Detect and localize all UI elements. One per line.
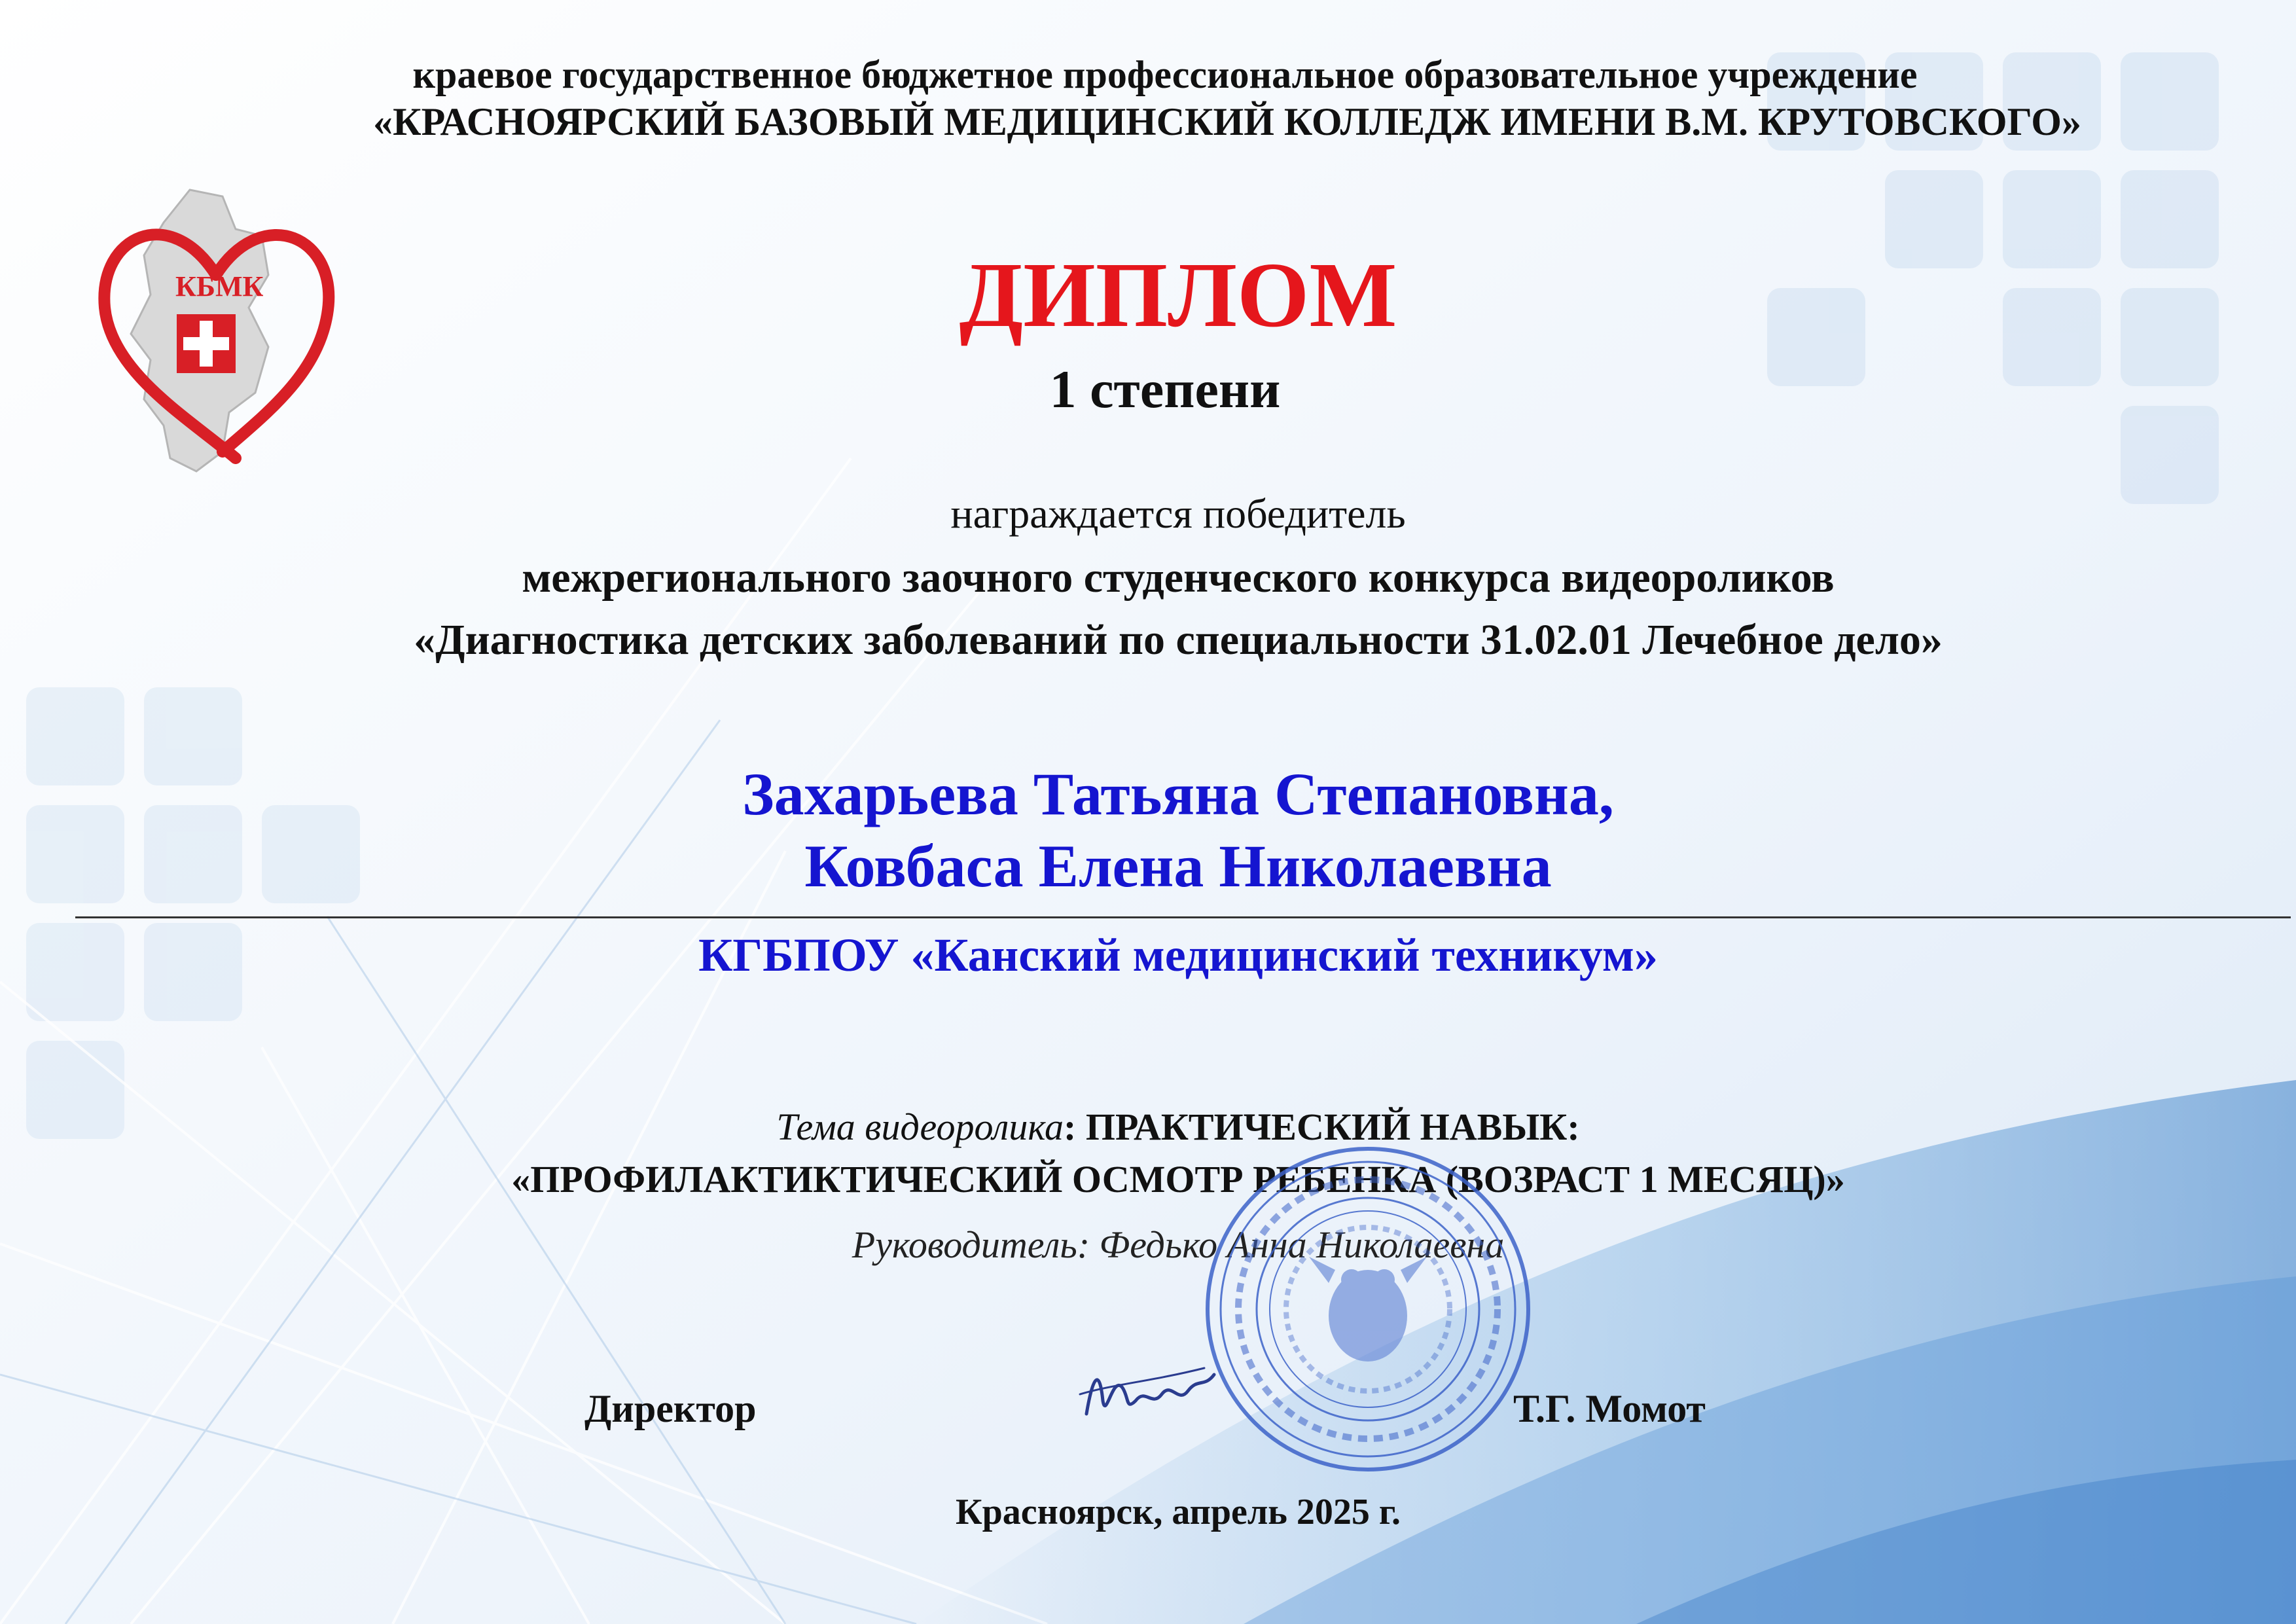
institution-type: краевое государственное бюджетное профессиональное образовательное учреждение bbox=[412, 53, 1918, 96]
director-label: Директор bbox=[584, 1387, 757, 1430]
logo-abbreviation: КБМК bbox=[175, 270, 264, 302]
video-topic-value-1: : ПРАКТИЧЕСКИЙ НАВЫК: bbox=[1064, 1106, 1580, 1148]
kbmk-logo-icon bbox=[92, 177, 340, 484]
winner-name-1: Захарьева Татьяна Степановна, bbox=[742, 761, 1614, 827]
winner-organization: КГБПОУ «Канский медицинский техникум» bbox=[698, 929, 1658, 981]
winner-name-2: Ковбаса Елена Николаевна bbox=[804, 833, 1552, 899]
director-name: Т.Г. Момот bbox=[1513, 1387, 1706, 1430]
contest-name-line-1: межрегионального заочного студенческого конкурса видеороликов bbox=[522, 554, 1835, 602]
video-topic-label: Тема видеоролика bbox=[776, 1106, 1064, 1148]
place-and-date: Красноярск, апрель 2025 г. bbox=[955, 1492, 1401, 1532]
winner-names bbox=[393, 758, 1964, 902]
diploma-degree: 1 степени bbox=[1049, 359, 1281, 419]
institution-name: «КРАСНОЯРСКИЙ БАЗОВЫЙ МЕДИЦИНСКИЙ КОЛЛЕДЖ ИМЕНИ В.М. КРУТОВСКОГО» bbox=[373, 100, 2081, 143]
official-seal-icon bbox=[1198, 1139, 1538, 1479]
awarded-text: награждается победитель bbox=[950, 490, 1406, 537]
divider-line bbox=[75, 916, 2291, 918]
diploma-title: ДИПЛОМ bbox=[959, 243, 1397, 346]
video-topic-line-2: «ПРОФИЛАКТИКТИЧЕСКИЙ ОСМОТР РЕБЕНКА (ВОЗРАСТ 1 МЕСЯЦ)» bbox=[511, 1158, 1845, 1200]
contest-name-line-2: «Диагностика детских заболеваний по специальности 31.02.01 Лечебное дело» bbox=[414, 616, 1943, 664]
supervisor: Руководитель: Федько Анна Николаевна bbox=[852, 1223, 1505, 1266]
video-topic-line-1 bbox=[393, 1105, 1964, 1149]
